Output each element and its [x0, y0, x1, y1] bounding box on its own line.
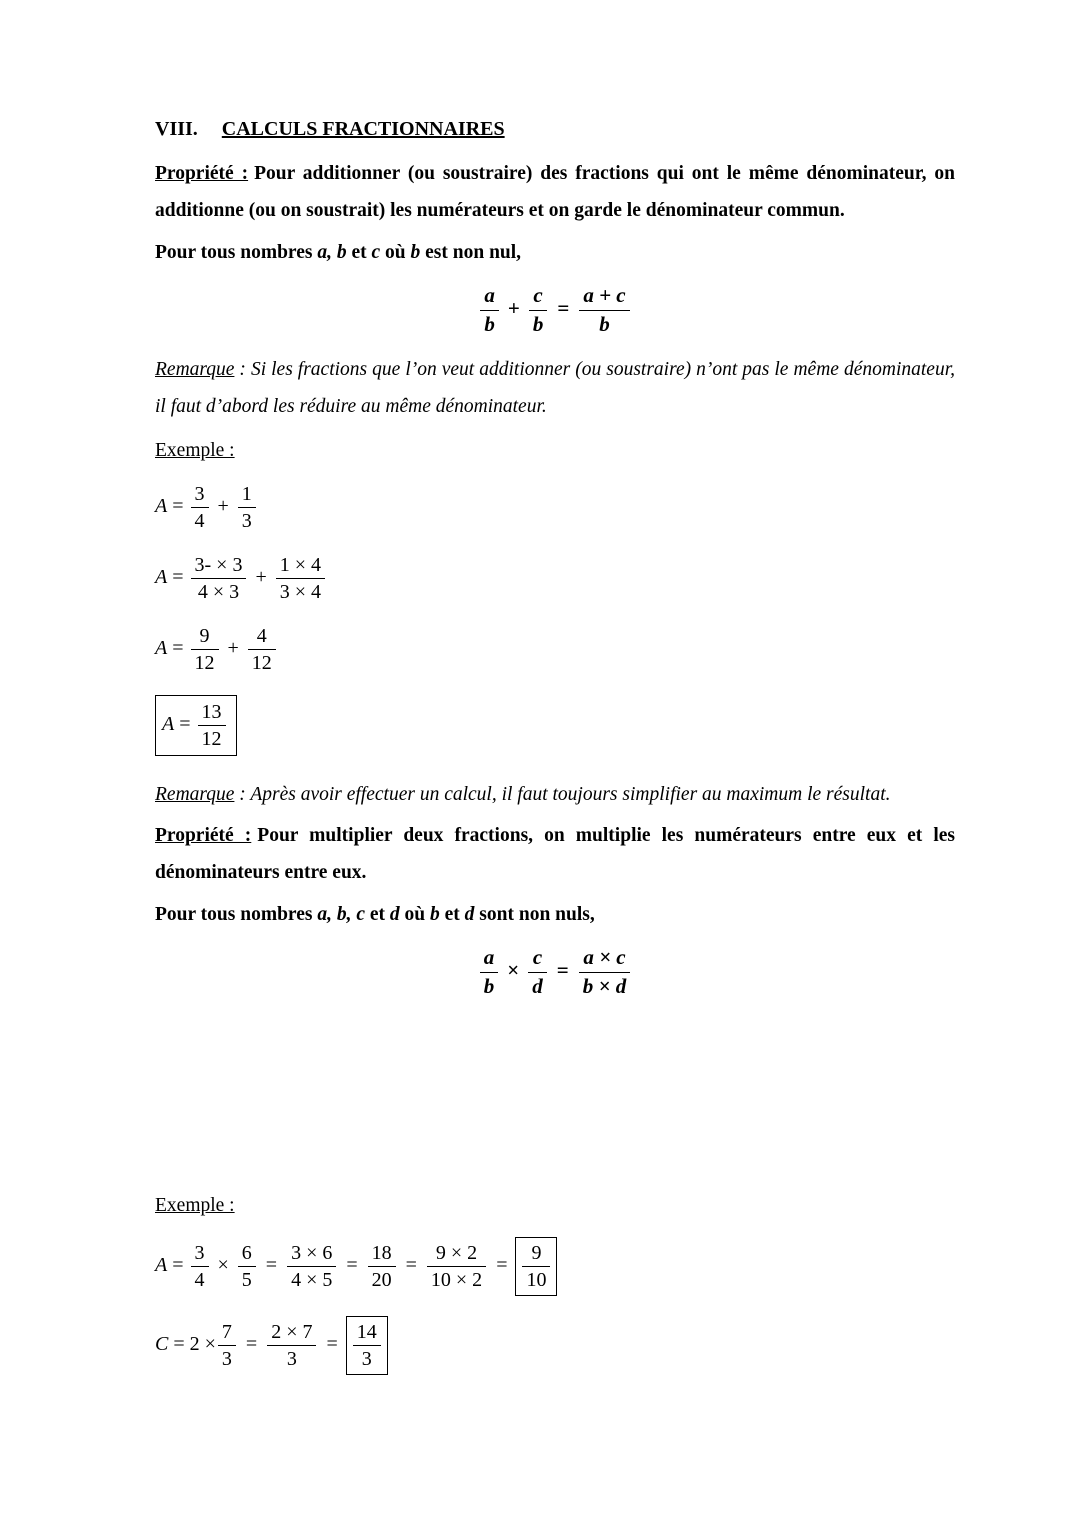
fraction-numerator: 18 [368, 1241, 396, 1267]
fraction-denominator: 5 [241, 1268, 252, 1291]
fraction-2x7-3 [267, 1320, 316, 1371]
fraction-numerator: 1 [238, 482, 256, 508]
fraction-denominator: 3 [361, 1347, 372, 1370]
fraction-numerator: 4 [248, 624, 276, 650]
fraction-numerator: a + c [579, 283, 629, 310]
plus-operator: + [507, 295, 520, 320]
fraction-expanded-2 [276, 553, 325, 604]
hyp2-text-1: Pour tous nombres [155, 903, 318, 925]
times-operator: × [507, 957, 520, 982]
property-1-paragraph [155, 155, 955, 230]
fraction-13-12 [198, 700, 226, 751]
fraction-denominator: 4 × 5 [291, 1268, 333, 1291]
fraction-numerator: 9 [191, 624, 219, 650]
boxed-result [155, 695, 237, 756]
hyp1-var-b: b [410, 241, 421, 263]
equals-sign: = [326, 1332, 338, 1355]
hyp1-text-3: où [380, 241, 411, 263]
heading-number: VIII. [155, 118, 198, 140]
fraction-c-over-d [528, 945, 547, 998]
fraction-numerator: 2 × 7 [267, 1320, 316, 1346]
remark-1 [155, 351, 955, 426]
fraction-numerator: 13 [198, 700, 226, 726]
property-2-paragraph [155, 817, 955, 892]
equals-sign: = [167, 565, 189, 588]
fraction-denominator: b [483, 973, 495, 998]
fraction-18-20 [368, 1241, 396, 1292]
fraction-product [579, 945, 630, 998]
variable-A: A [155, 636, 168, 659]
fraction-expanded-1 [191, 553, 247, 604]
fraction-denominator: b [484, 311, 495, 336]
fraction-14-3 [353, 1320, 381, 1371]
remark-2 [155, 776, 955, 813]
variables-line-2 [155, 896, 955, 933]
example-2-line-c [155, 1316, 955, 1375]
variable-C: C [155, 1332, 169, 1355]
fraction-product-expanded [287, 1241, 336, 1292]
equals-sign: = [167, 1253, 189, 1276]
remark-2-text: Après avoir effectuer un calcul, il faut toujours simplifier au maximum le résultat. [250, 783, 891, 805]
fraction-numerator: 1 × 4 [276, 553, 325, 579]
example-1-label-text: Exemple : [155, 439, 235, 461]
fraction-9-10 [522, 1241, 550, 1292]
equals-sign: = [265, 1253, 278, 1276]
variable-A: A [162, 712, 175, 735]
fraction-numerator: 9 [522, 1241, 550, 1267]
fraction-1-3 [238, 482, 256, 533]
hyp1-text-2: et [346, 241, 372, 263]
hyp1-var-ab: a, b [317, 241, 347, 263]
fraction-denominator: 12 [201, 727, 222, 750]
fraction-denominator: 12 [194, 651, 215, 674]
property-2-label: Propriété : [155, 825, 252, 846]
fraction-numerator: 3 × 6 [287, 1241, 336, 1267]
fraction-numerator: a [480, 945, 499, 972]
fraction-numerator: 9 × 2 [427, 1241, 486, 1267]
hyp2-text-2: et [365, 903, 390, 925]
section-heading [155, 118, 955, 141]
fraction-denominator: 4 [194, 1268, 205, 1291]
example-1-label [155, 440, 955, 462]
property-1-text: Pour additionner (ou soustraire) des fractions qui ont le même dénominateur, on additionne (ou on soustrait) les numérateurs et on garde le dénominateur commun. [155, 163, 955, 222]
hyp2-var-d: d [389, 903, 400, 925]
fraction-denominator: 10 [526, 1268, 547, 1291]
fraction-3-4 [191, 1241, 209, 1292]
fraction-denominator: b [599, 311, 610, 336]
equals-sign: = [556, 957, 569, 982]
boxed-result-fraction [346, 1316, 388, 1375]
boxed-result-fraction [515, 1237, 557, 1296]
fraction-numerator: 6 [238, 1241, 256, 1267]
equals-sign: = [557, 295, 570, 320]
equals-sign: = [405, 1253, 417, 1276]
hyp1-var-c: c [371, 241, 381, 263]
fraction-sum [579, 283, 629, 336]
fraction-numerator: a [480, 283, 499, 310]
fraction-denominator: 10 × 2 [430, 1268, 483, 1291]
remark-1-label: Remarque [155, 358, 235, 380]
fraction-a-over-b [480, 945, 499, 998]
fraction-denominator: 3 [221, 1347, 232, 1370]
fraction-c-over-b [529, 283, 548, 336]
plus-operator: + [217, 494, 229, 517]
fraction-denominator: 3 [241, 509, 252, 532]
lhs-text: = 2 × [168, 1332, 216, 1355]
fraction-numerator: a × c [579, 945, 630, 972]
remark-1-text: Si les fractions que l’on veut additionner (ou soustraire) n’ont pas le même dénominateur, il faut d’abord les réduire au même dénominateur. [155, 358, 955, 418]
fraction-numerator: 3- × 3 [191, 553, 247, 579]
equals-sign: = [167, 636, 189, 659]
example-1-line-2 [155, 553, 955, 604]
example-1-line-1 [155, 482, 955, 533]
hyp2-var-d2: d [464, 903, 475, 925]
fraction-7-3 [218, 1320, 236, 1371]
property-1-label: Propriété : [155, 163, 249, 184]
property-2-text: Pour multiplier deux fractions, on multiplie les numérateurs entre eux et les dénominateurs entre eux. [155, 825, 955, 884]
fraction-numerator: c [529, 283, 548, 310]
variable-A: A [155, 494, 168, 517]
fraction-denominator: d [532, 973, 543, 998]
fraction-numerator: 3 [191, 1241, 209, 1267]
fraction-denominator: b × d [582, 973, 627, 998]
heading-title: CALCULS FRACTIONNAIRES [221, 118, 505, 140]
fraction-denominator: 4 [194, 509, 205, 532]
fraction-numerator: c [528, 945, 547, 972]
variable-A: A [155, 1253, 168, 1276]
fraction-denominator: 20 [371, 1268, 392, 1291]
fraction-numerator: 14 [353, 1320, 381, 1346]
hyp1-text-4: est non nul, [420, 241, 522, 263]
remark-2-label: Remarque [155, 783, 235, 805]
multiplication-formula [155, 945, 955, 998]
hyp2-text-4: et [439, 903, 465, 925]
example-1-line-3 [155, 624, 955, 675]
hyp2-text-5: sont non nuls, [474, 903, 595, 925]
example-1-line-4 [155, 695, 955, 756]
example-2-line-a [155, 1237, 955, 1296]
fraction-numerator: 7 [218, 1320, 236, 1346]
fraction-denominator: 12 [251, 651, 272, 674]
fraction-9-12 [191, 624, 219, 675]
fraction-3-4 [191, 482, 209, 533]
hyp2-var-abc: a, b, c [317, 903, 365, 925]
fraction-denominator: 3 [286, 1347, 297, 1370]
fraction-denominator: 3 × 4 [279, 580, 322, 603]
fraction-4-12 [248, 624, 276, 675]
hyp2-text-3: où [399, 903, 431, 925]
fraction-denominator: 4 × 3 [197, 580, 240, 603]
remark-2-separator: : [234, 783, 251, 805]
plus-operator: + [255, 565, 267, 588]
variables-line-1 [155, 234, 955, 271]
equals-sign: = [346, 1253, 358, 1276]
example-2-label-text: Exemple : [155, 1194, 235, 1216]
equals-sign: = [496, 1253, 508, 1276]
equals-sign: = [167, 494, 189, 517]
hyp1-text-1: Pour tous nombres [155, 241, 318, 263]
example-2-label [155, 1195, 955, 1217]
plus-operator: + [227, 636, 239, 659]
fraction-a-over-b [480, 283, 499, 336]
equals-sign: = [245, 1332, 258, 1355]
hyp2-var-b: b [430, 903, 440, 925]
fraction-simplify [427, 1241, 486, 1292]
fraction-denominator: b [532, 311, 544, 336]
times-operator: × [217, 1253, 229, 1276]
equals-sign: = [174, 712, 196, 735]
fraction-numerator: 3 [191, 482, 209, 508]
remark-1-separator: : [234, 358, 251, 380]
variable-A: A [155, 565, 168, 588]
fraction-6-5 [238, 1241, 256, 1292]
addition-formula [155, 283, 955, 336]
